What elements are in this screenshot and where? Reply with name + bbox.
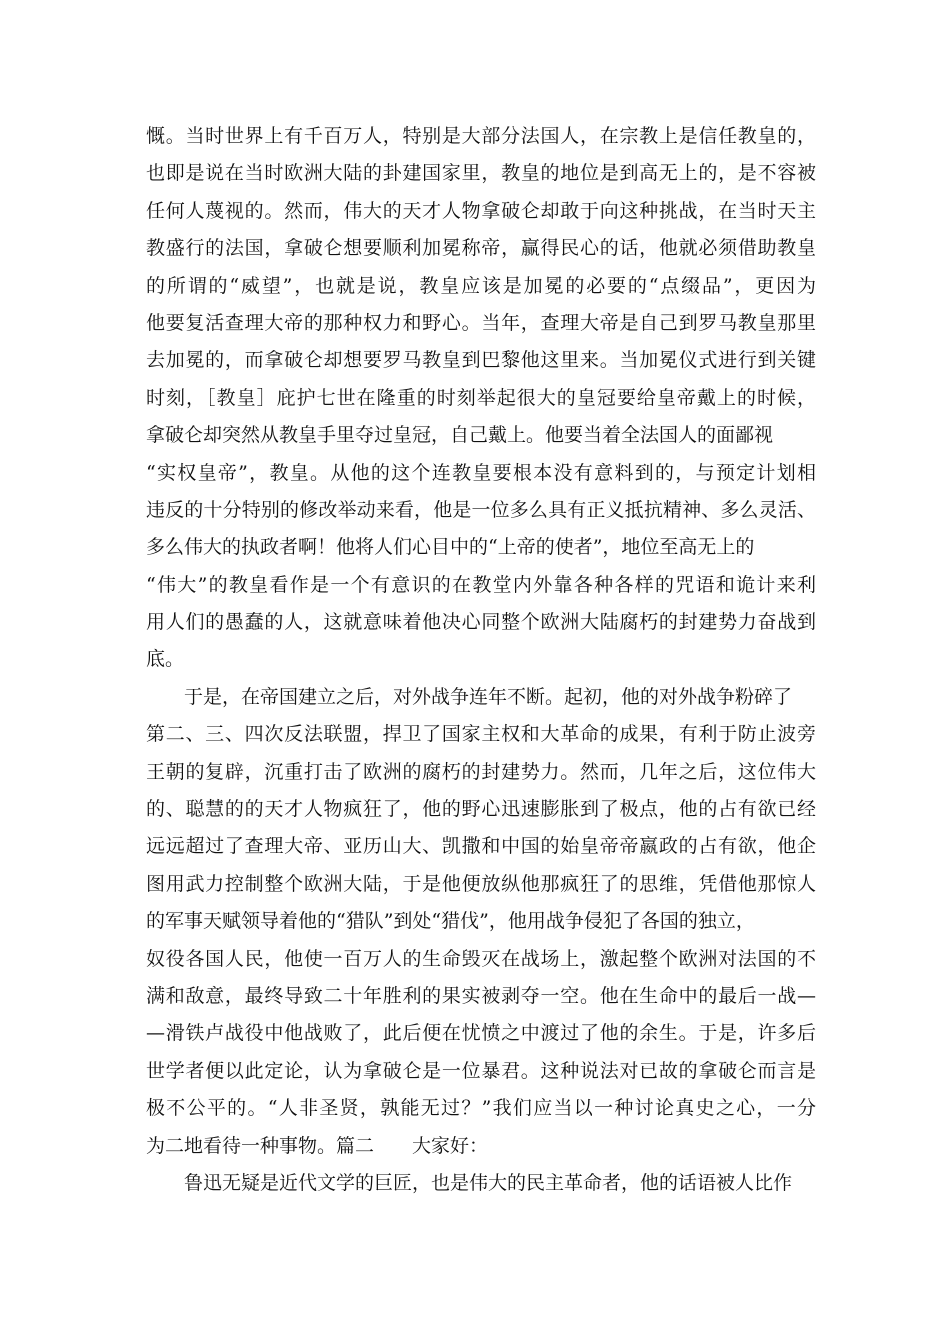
- text-line: 也即是说在当时欧洲大陆的卦建国家里，教皇的地位是到高无上的，是不容被: [146, 162, 816, 185]
- text-line: 多么伟大的执政者啊！他将人们心目中的“上帝的使者”，地位至高无上的: [146, 536, 755, 559]
- text-line: 满和敌意，最终导致二十年胜利的果实被剥夺一空。他在生命中的最后一战—: [146, 984, 816, 1007]
- text-line: 于是，在帝国建立之后，对外战争连年不断。起初，他的对外战争粉碎了: [184, 685, 793, 708]
- text-line: 鲁迅无疑是近代文学的巨匠，也是伟大的民主革命者，他的话语被人比作: [184, 1171, 793, 1194]
- text-line: 教盛行的法国，拿破仑想要顺利加冕称帝，赢得民心的话，他就必须借助教皇: [146, 237, 816, 260]
- text-line: 第二、三、四次反法联盟，捍卫了国家主权和大革命的成果，有利于防止波旁: [146, 723, 816, 746]
- document-body: [146, 118, 816, 1202]
- text-line: 王朝的复辟，沉重打击了欧洲的腐朽的封建势力。然而，几年之后，这位伟大: [146, 760, 816, 783]
- text-line: “实权皇帝”，教皇。从他的这个连教皇要根本没有意料到的，与预定计划相: [146, 461, 816, 484]
- text-line: 的所谓的“威望”，也就是说，教皇应该是加冕的必要的“点缀品”，更因为: [146, 274, 816, 297]
- text-line: 极不公平的。“人非圣贤，孰能无过？”我们应当以一种讨论真史之心，一分: [146, 1097, 816, 1120]
- text-line: 底。: [146, 648, 185, 671]
- text-line: 慨。当时世界上有千百万人，特别是大部分法国人，在宗教上是信任教皇的，: [146, 125, 816, 147]
- text-line: 任何人蔑视的。然而，伟大的天才人物拿破仑却敢于向这种挑战，在当时天主: [146, 199, 816, 222]
- text-line: 图用武力控制整个欧洲大陆，于是他便放纵他那疯狂了的思维，凭借他那惊人: [146, 872, 816, 895]
- text-line: 为二地看待一种事物。篇二 大家好：: [146, 1134, 489, 1157]
- paragraph-2: [146, 679, 816, 1165]
- paragraph-1: [146, 118, 816, 679]
- text-line: 他要复活查理大帝的那种权力和野心。当年，查理大帝是自己到罗马教皇那里: [146, 311, 816, 334]
- text-line: 用人们的愚蠢的人，这就意味着他决心同整个欧洲大陆腐朽的封建势力奋战到: [146, 611, 816, 634]
- text-line: —滑铁卢战役中他战败了，此后便在忧愤之中渡过了他的余生。于是，许多后: [146, 1022, 816, 1045]
- text-line: 的、聪慧的的天才人物疯狂了，他的野心迅速膨胀到了极点，他的占有欲已经: [146, 798, 816, 821]
- text-line: 违反的十分特别的修改举动来看，他是一位多么具有正义抵抗精神、多么灵活、: [146, 498, 816, 521]
- text-line: 远远超过了查理大帝、亚历山大、凯撒和中国的始皇帝帝嬴政的占有欲，他企: [146, 835, 816, 858]
- text-line: 时刻，［教皇］庇护七世在隆重的时刻举起很大的皇冠要给皇帝戴上的时候，: [146, 386, 816, 409]
- text-line: 的军事天赋领导着他的“猎队”到处“猎伐”，他用战争侵犯了各国的独立，: [146, 910, 755, 933]
- text-line: 去加冕的，而拿破仑却想要罗马教皇到巴黎他这里来。当加冕仪式进行到关键: [146, 349, 816, 372]
- text-line: 拿破仑却突然从教皇手里夺过皇冠，自己戴上。他要当着全法国人的面鄙视: [146, 424, 774, 447]
- paragraph-3: [146, 1165, 816, 1202]
- text-line: 世学者便以此定论，认为拿破仑是一位暴君。这种说法对已故的拿破仑而言是: [146, 1059, 816, 1082]
- text-line: “伟大”的教皇看作是一个有意识的在教堂内外靠各种各样的咒语和诡计来利: [146, 573, 816, 596]
- text-line: 奴役各国人民，他使一百万人的生命毁灭在战场上，激起整个欧洲对法国的不: [146, 947, 816, 970]
